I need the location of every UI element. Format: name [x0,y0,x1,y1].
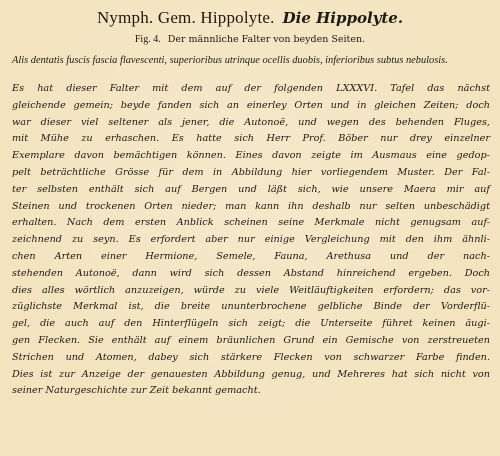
figure-caption [8,34,492,46]
body-line: Strichen und Atomen, dabey sich stärkere Flecken von schwarzer Farbe finden. [12,351,490,363]
body-line: seiner Naturgeschichte zur Zeit bekannt gemacht. [12,385,261,397]
body-text [8,81,492,400]
body-line: gen Flecken. Sie enthält auf einem bräunlichen Grund ein Gemische von zerstreueten [12,334,490,346]
body-line: war dieser viel seltener als jener, die Autonoë, und wegen des behenden Fluges, [12,116,490,128]
body-line: mit Mühe zu erhaschen. Es hatte sich Herr Prof. Böber nur drey einzelner [12,133,490,145]
body-line: Steinen und trockenen Orten nieder; man kann ihn deshalb nur selten unbeschädigt [12,200,490,212]
body-line: züglichste Merkmal ist, die breite ununterbrochene gelbliche Binde der Vorderflü- [12,301,490,313]
body-line: gleichende gemein; beyde fanden sich an einerley Orten und in gleichen Zeiten; doch [12,99,490,111]
german-title: Die Hippolyte. [282,9,404,27]
body-line: gel, die auch auf den Hinterflügeln sich zeigt; die Unterseite führet keinen äugi- [12,318,490,330]
body-line: Es hat dieser Falter mit dem auf der folgenden LXXXVI. Tafel das nächst [12,83,490,94]
page-heading [8,8,492,28]
body-line: dies alles wörtlich anzuzeigen, würde zu viele Weitläuftigkeiten erfordern; das vor- [12,284,490,296]
body-line: chen Arten einer Hermione, Semele, Fauna, Arethusa und der nach- [12,250,490,262]
latin-title: Nymph. Gem. Hippolyte. [96,8,275,27]
body-line: stehenden Autonoë, dann wird sich dessen Abstand hinreichend ergeben. Doch [12,267,490,279]
body-line: erhalten. Nach dem ersten Anblick scheinen seine Merkmale nicht genugsam auf- [12,217,490,229]
body-line: zeichnend zu seyn. Es erfordert aber nur einige Vergleichung mit den ihm ähnli- [12,234,490,246]
body-line: Exemplare davon bemächtigen können. Eines davon zeigte im Ausmaus eine gedop- [12,150,490,162]
figure-number: Fig. 4. [134,34,161,45]
latin-description: Alis dentatis fuscis fascia flavescenti, superioribus utrinque ocellis duobis, inferioribus subtus nebulosis. [12,55,448,66]
body-line: ter selbsten enthält sich auf Bergen und läßt sich, wie unsere Maera mir auf [12,183,490,195]
figure-caption-text: Der männliche Falter von beyden Seiten. [167,34,366,45]
body-line: pelt beträchtliche Grösse für dem in Abbildung hier vorliegendem Muster. Der Fal- [12,166,490,178]
body-line: Dies ist zur Anzeige der genauesten Abbildung genug, und Mehreres hat sich nicht von [12,368,490,380]
